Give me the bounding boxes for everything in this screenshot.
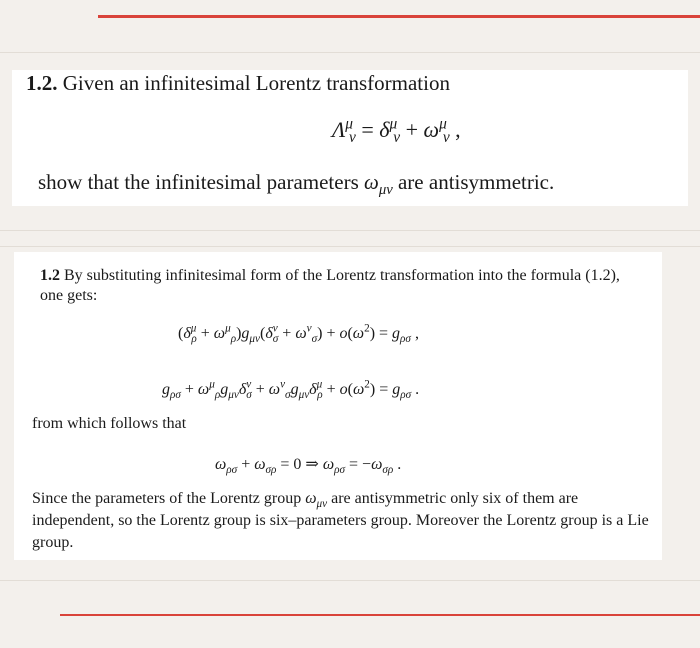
- omega-symbol: $\omega_{\mu\nu}$: [364, 170, 393, 199]
- divider-line: [0, 52, 700, 53]
- problem-heading-text: Given an infinitesimal Lorentz transformation: [57, 71, 450, 95]
- follows-text: from which follows that: [32, 415, 187, 432]
- problem-conclusion: [38, 168, 668, 199]
- solution-number: 1.2: [40, 267, 60, 284]
- formula-rendered: $\Lambda^\mu_\nu = \delta^\mu_\nu + \omega^\mu_\nu$ ,: [332, 115, 461, 147]
- equation-2: [162, 380, 419, 400]
- equation-1: [178, 324, 419, 344]
- final-after: are antisymmetric only six of them are independent, so the Lorentz group is six–parameters group. Moreover the Lorentz group is a Lie group.: [32, 490, 649, 551]
- solution-intro: [40, 266, 640, 306]
- divider-line: [0, 246, 700, 247]
- problem-number: 1.2.: [26, 71, 58, 95]
- equation-3-rendered: $\omega_{\rho\sigma} + \omega_{\sigma\rho} = 0$ ⇒ $\omega_{\rho\sigma} = -\omega_{\sigma\rho}$ .: [215, 456, 402, 477]
- problem-heading: [26, 70, 646, 96]
- final-before: Since the parameters of the Lorentz group: [32, 490, 306, 507]
- solution-intro-text: By substituting infinitesimal form of the Lorentz transformation into the formula (1.2), one gets:: [40, 267, 620, 304]
- top-accent-rule: [98, 15, 700, 18]
- conclusion-before: show that the infinitesimal parameters: [38, 170, 364, 194]
- bottom-accent-rule: [60, 614, 700, 616]
- conclusion-after: are antisymmetric.: [392, 170, 555, 194]
- divider-line: [0, 230, 700, 231]
- omega-symbol: $\omega_{\mu\nu}$: [305, 490, 328, 511]
- equation-2-rendered: $g_{\rho\sigma} + \omega^\mu_\rho g_{\mu\nu}\delta^\nu_\sigma + \omega^\nu_\sigma g_{\mu\nu}\delta^\mu_\rho + o(\omega^2) = g_{\rho\sigma}$ .: [162, 378, 420, 402]
- solution-final-paragraph: [32, 488, 658, 554]
- equation-3: [215, 455, 401, 475]
- lorentz-infinitesimal-formula: [332, 115, 632, 147]
- equation-1-rendered: $(\delta^\mu_\rho + \omega^\mu_\rho)g_{\mu\nu}(\delta^\nu_\sigma + \omega^\nu_\sigma) + o(\omega^2) = g_{\rho\sigma}$ ,: [178, 322, 419, 346]
- divider-line: [0, 580, 700, 581]
